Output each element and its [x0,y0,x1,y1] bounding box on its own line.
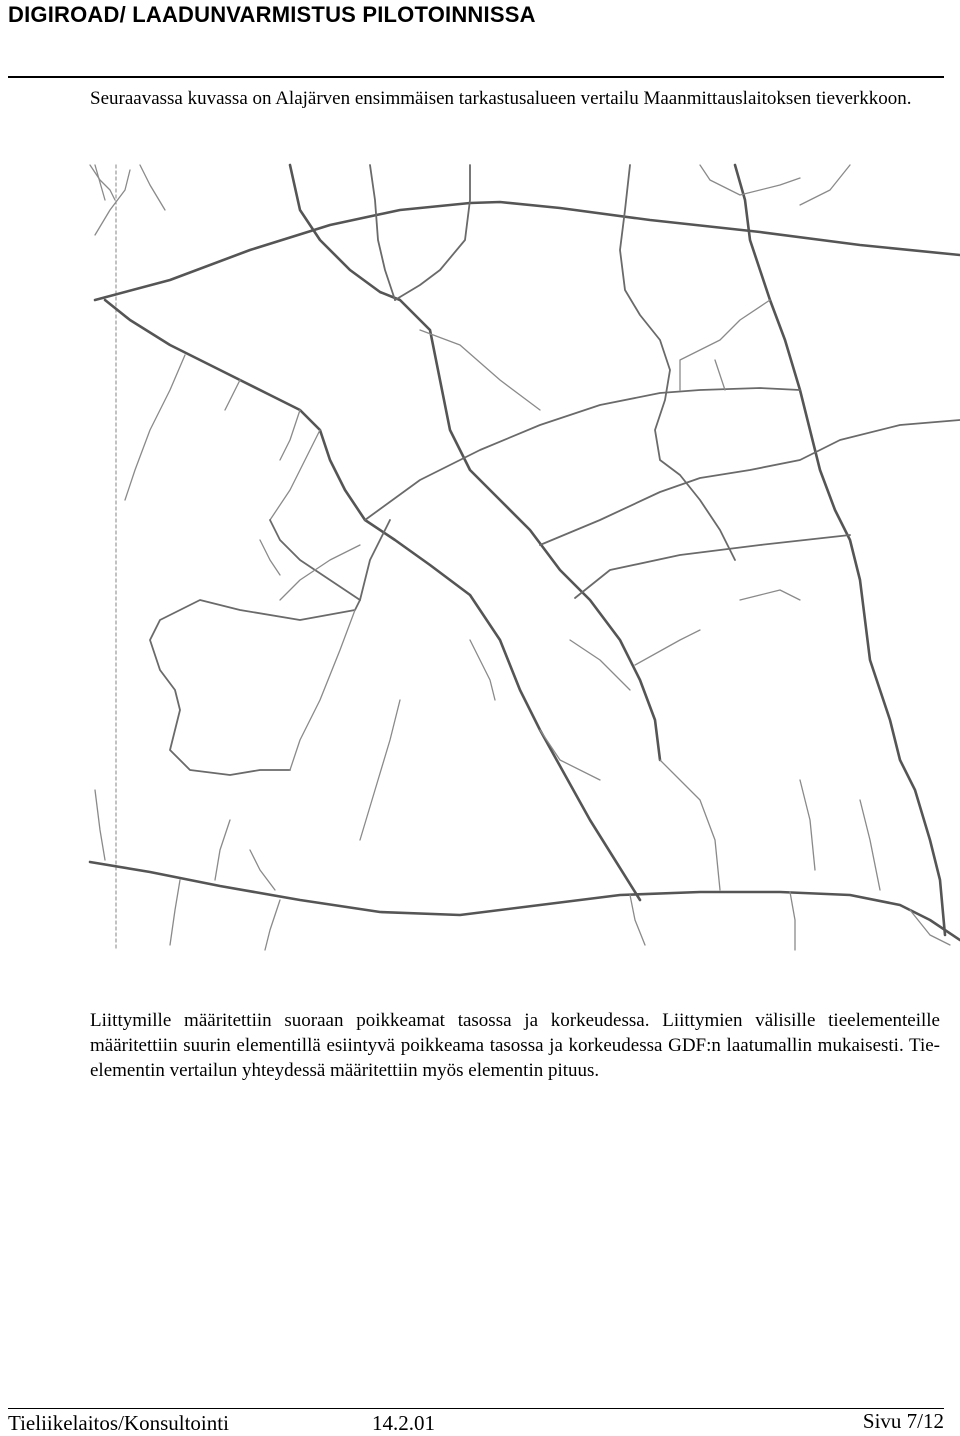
road-south-stub-1 [170,880,180,945]
road-lower-2 [470,640,495,700]
road-main-south [90,862,960,940]
road-upper-right-3 [800,165,850,205]
road-upper-left-1 [90,165,115,200]
road-left-3 [280,410,300,460]
road-left-7 [260,540,280,575]
road-left-6 [290,610,355,770]
road-main-diagonal [105,300,640,900]
document-header-title: DIGIROAD/ LAADUNVARMISTUS PILOTOINNISSA [8,2,536,27]
footer-organization: Tieliikelaitos/Konsultointi [8,1411,229,1435]
road-lower-4 [570,640,630,690]
road-left-1 [125,355,185,500]
road-upper-right-2 [700,165,800,195]
road-lower-6 [660,760,720,890]
road-main-north [95,202,960,300]
road-lower-8 [800,780,815,870]
road-upper-left-2 [140,165,165,210]
road-network-map [85,160,960,955]
road-upper-middle-2 [395,165,470,300]
road-lower-9 [860,800,880,890]
road-main-central [290,165,660,760]
road-upper-middle-1 [370,165,395,300]
road-lower-10 [250,850,275,890]
description-paragraph: Liittymille määritettiin suoraan poikkeamat tasossa ja korkeudessa. Liittymien välisille tieelementeille määritettiin suurin elementillä esiintyvä poikkeama tasossa ja korkeudessa GDF:n laatumallin mukaisesti. Tie-elementin vertailun yhteydessä määritettiin myös elementin pituus. [90,1010,940,1081]
road-south-stub-2 [265,900,280,950]
road-middle-east-west [365,388,800,520]
road-middle-lower [540,420,960,545]
road-lower-12 [95,790,105,860]
road-upper-right-5 [715,360,725,390]
intro-paragraph: Seuraavassa kuvassa on Alajärven ensimmäisen tarkastusalueen vertailu Maanmittauslaitoksen tieverkkoon. [90,88,912,109]
road-left-4 [270,430,320,520]
road-left-loop [150,520,360,775]
footer-page-number: Sivu 7/12 [862,1409,944,1433]
road-left-connector [360,520,390,600]
road-left-2 [225,380,240,410]
road-upper-right-4 [680,300,770,390]
road-lower-7 [740,590,800,600]
road-lower-5 [635,630,700,665]
road-south-east [575,535,850,598]
road-lower-11 [215,820,230,880]
road-lower-1 [360,700,400,840]
footer-date: 14.2.01 [372,1411,435,1435]
header-divider [8,76,944,78]
road-south-stub-3 [630,895,645,945]
road-lower-3 [540,730,600,780]
road-upper-left-4 [95,165,105,200]
footer-divider [8,1408,944,1409]
road-south-stub-4 [790,892,795,950]
road-main-east [735,165,945,935]
